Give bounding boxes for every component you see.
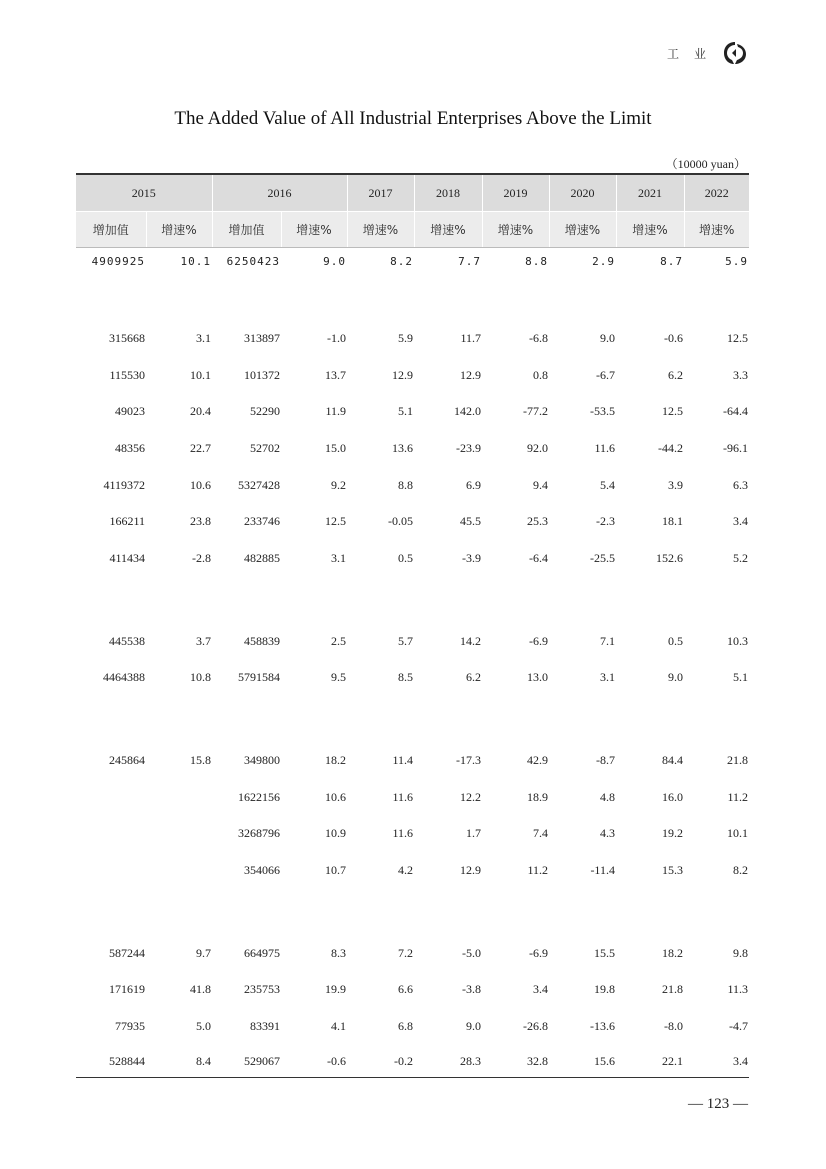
- table-cell: 245864: [109, 753, 145, 768]
- table-row: [76, 467, 749, 504]
- table-cell: [76, 852, 146, 889]
- table-cell: 115530: [109, 367, 145, 382]
- table-cell: 5.9: [398, 330, 413, 345]
- table-cell: 18.9: [527, 789, 548, 804]
- table-cell: 5.1: [398, 404, 413, 419]
- table-cell: 41.8: [190, 982, 211, 997]
- table-cell: 4.8: [600, 789, 615, 804]
- table-cell: -77.2: [523, 404, 548, 419]
- table-cell: 28.3: [414, 1045, 482, 1078]
- table-cell: 3.1: [331, 550, 346, 565]
- table-cell: -4.7: [729, 1019, 748, 1034]
- table-cell: [146, 852, 212, 889]
- table-row: [76, 1045, 749, 1078]
- table-cell: -64.4: [723, 404, 748, 419]
- table-cell: -0.2: [347, 1045, 414, 1078]
- table-cell: 4.3: [600, 826, 615, 841]
- table-cell: 5.4: [600, 477, 615, 492]
- table-cell: [347, 696, 414, 742]
- table-cell: 12.5: [325, 514, 346, 529]
- table-cell: 6.2: [668, 367, 683, 382]
- table-cell: -0.05: [388, 514, 413, 529]
- table-row: [76, 503, 749, 540]
- table-cell: 15.6: [549, 1045, 616, 1078]
- table-cell: 10.6: [325, 789, 346, 804]
- table-cell: [347, 577, 414, 623]
- table-cell: 8.8: [398, 477, 413, 492]
- table-cell: 11.2: [727, 789, 748, 804]
- table-cell: 23.8: [190, 514, 211, 529]
- table-cell: 233746: [244, 514, 280, 529]
- table-cell: 11.6: [594, 440, 615, 455]
- table-row: [76, 972, 749, 1009]
- table-cell: 9.0: [668, 670, 683, 685]
- table-cell: [616, 274, 684, 320]
- table-cell: -6.9: [529, 945, 548, 960]
- table-cell: 3268796: [238, 826, 280, 841]
- table-cell: 4464388: [103, 670, 145, 685]
- table-cell: -53.5: [590, 404, 615, 419]
- table-cell: 20.4: [190, 404, 211, 419]
- table-cell: [212, 696, 281, 742]
- data-table: [76, 173, 749, 1078]
- table-row: [76, 430, 749, 467]
- table-cell: 5.9: [725, 254, 748, 268]
- table-row: [76, 935, 749, 972]
- table-cell: 12.2: [460, 789, 481, 804]
- table-cell: 4.1: [331, 1019, 346, 1034]
- table-cell: 48356: [115, 440, 145, 455]
- table-cell: [549, 274, 616, 320]
- table-cell: 10.6: [190, 477, 211, 492]
- table-cell: -6.9: [529, 633, 548, 648]
- table-cell: 587244: [109, 945, 145, 960]
- table-cell: 482885: [244, 550, 280, 565]
- table-cell: 13.6: [392, 440, 413, 455]
- table-row: [76, 696, 749, 742]
- table-cell: 11.6: [392, 826, 413, 841]
- table-cell: 14.2: [460, 633, 481, 648]
- table-cell: 77935: [115, 1019, 145, 1034]
- table-cell: 458839: [244, 633, 280, 648]
- table-cell: 19.8: [594, 982, 615, 997]
- table-row: [76, 889, 749, 935]
- table-cell: 45.5: [460, 514, 481, 529]
- table-row: [76, 816, 749, 853]
- table-cell: [212, 889, 281, 935]
- table-cell: [281, 889, 347, 935]
- year-header: 2018: [414, 174, 482, 212]
- table-cell: [482, 696, 549, 742]
- table-cell: 2.9: [592, 254, 615, 268]
- table-cell: 11.4: [392, 753, 413, 768]
- table-cell: [684, 274, 749, 320]
- table-cell: -6.7: [596, 367, 615, 382]
- table-cell: -0.6: [664, 330, 683, 345]
- table-cell: 445538: [109, 633, 145, 648]
- table-cell: 7.7: [458, 254, 481, 268]
- table-cell: -26.8: [523, 1019, 548, 1034]
- table-cell: 9.4: [533, 477, 548, 492]
- table-cell: 13.0: [527, 670, 548, 685]
- table-cell: 354066: [244, 863, 280, 878]
- table-cell: [146, 577, 212, 623]
- table-cell: 11.2: [527, 863, 548, 878]
- table-cell: 3.9: [668, 477, 683, 492]
- table-cell: [549, 577, 616, 623]
- table-row: [76, 1008, 749, 1045]
- table-cell: -23.9: [456, 440, 481, 455]
- table-cell: 25.3: [527, 514, 548, 529]
- table-cell: 22.1: [616, 1045, 684, 1078]
- table-cell: [146, 696, 212, 742]
- table-cell: 3.1: [600, 670, 615, 685]
- table-cell: 32.8: [482, 1045, 549, 1078]
- chinese-logo-icon: [722, 40, 748, 66]
- table-cell: 42.9: [527, 753, 548, 768]
- column-subheader: 增速%: [482, 212, 549, 248]
- table-cell: [76, 274, 146, 320]
- table-cell: 8.5: [398, 670, 413, 685]
- table-cell: [616, 577, 684, 623]
- table-cell: 11.3: [727, 982, 748, 997]
- table-cell: -5.0: [462, 945, 481, 960]
- table-row: [76, 393, 749, 430]
- table-cell: [616, 696, 684, 742]
- year-header: 2015: [76, 174, 212, 212]
- table-cell: [684, 696, 749, 742]
- table-cell: 9.0: [466, 1019, 481, 1034]
- table-cell: 15.8: [190, 753, 211, 768]
- table-cell: -1.0: [327, 330, 346, 345]
- table-cell: -2.8: [192, 550, 211, 565]
- table-cell: 10.7: [325, 863, 346, 878]
- page-title: The Added Value of All Industrial Enterprises Above the Limit: [174, 108, 652, 129]
- table-cell: 19.9: [325, 982, 346, 997]
- table-cell: -44.2: [658, 440, 683, 455]
- table-body: [76, 248, 749, 1078]
- table-cell: [414, 696, 482, 742]
- table-cell: 12.9: [392, 367, 413, 382]
- table-cell: 7.1: [600, 633, 615, 648]
- table-cell: 18.1: [662, 514, 683, 529]
- table-cell: 11.9: [325, 404, 346, 419]
- table-cell: -3.8: [462, 982, 481, 997]
- table-row: [76, 274, 749, 320]
- table-cell: 9.0: [600, 330, 615, 345]
- table-cell: 3.1: [196, 330, 211, 345]
- table-cell: 8.8: [525, 254, 548, 268]
- table-cell: [281, 696, 347, 742]
- table-cell: [76, 889, 146, 935]
- column-subheader: 增加值: [76, 212, 146, 248]
- table-cell: 8.7: [660, 254, 683, 268]
- table-row: [76, 540, 749, 577]
- table-cell: 5.2: [733, 550, 748, 565]
- table-cell: 19.2: [662, 826, 683, 841]
- table-cell: 52702: [250, 440, 280, 455]
- table-cell: [482, 889, 549, 935]
- table-cell: -17.3: [456, 753, 481, 768]
- table-cell: 4119372: [103, 477, 145, 492]
- table-cell: 21.8: [727, 753, 748, 768]
- table-cell: [76, 816, 146, 853]
- table-cell: [76, 696, 146, 742]
- table-cell: -8.0: [664, 1019, 683, 1034]
- table-cell: [616, 889, 684, 935]
- table-cell: 3.7: [196, 633, 211, 648]
- table-cell: -96.1: [723, 440, 748, 455]
- table-cell: 313897: [244, 330, 280, 345]
- table-cell: -6.8: [529, 330, 548, 345]
- year-header: 2019: [482, 174, 549, 212]
- table-cell: 9.5: [331, 670, 346, 685]
- table-cell: [482, 577, 549, 623]
- table-cell: -25.5: [590, 550, 615, 565]
- table-cell: 12.9: [460, 367, 481, 382]
- table-cell: [347, 274, 414, 320]
- table-cell: 10.1: [190, 367, 211, 382]
- table-cell: 83391: [250, 1019, 280, 1034]
- year-header: 2017: [347, 174, 414, 212]
- table-cell: 5.7: [398, 633, 413, 648]
- table-row: [76, 248, 749, 275]
- table-cell: 2.5: [331, 633, 346, 648]
- table-cell: 18.2: [325, 753, 346, 768]
- table-cell: 0.5: [668, 633, 683, 648]
- column-subheader: 增速%: [616, 212, 684, 248]
- table-cell: 6.8: [398, 1019, 413, 1034]
- table-cell: 529067: [212, 1045, 281, 1078]
- table-cell: [76, 779, 146, 816]
- table-cell: 21.8: [662, 982, 683, 997]
- column-subheader: 增速%: [549, 212, 616, 248]
- table-cell: 4909925: [91, 254, 145, 268]
- table-cell: 15.0: [325, 440, 346, 455]
- table-cell: [414, 889, 482, 935]
- table-cell: 4.2: [398, 863, 413, 878]
- table-cell: 18.2: [662, 945, 683, 960]
- table-cell: 5327428: [238, 477, 280, 492]
- year-header: 2022: [684, 174, 749, 212]
- table-cell: 3.4: [684, 1045, 749, 1078]
- table-row: [76, 742, 749, 779]
- table-cell: -3.9: [462, 550, 481, 565]
- table-cell: -2.3: [596, 514, 615, 529]
- table-cell: 10.8: [190, 670, 211, 685]
- table-cell: 11.6: [392, 789, 413, 804]
- table-cell: [347, 889, 414, 935]
- table-cell: 101372: [244, 367, 280, 382]
- table-cell: [212, 577, 281, 623]
- table-cell: 9.7: [196, 945, 211, 960]
- table-cell: 84.4: [662, 753, 683, 768]
- year-header-row: [76, 174, 749, 212]
- table-cell: [414, 577, 482, 623]
- table-cell: 6250423: [226, 254, 280, 268]
- table-cell: 3.4: [733, 514, 748, 529]
- column-subheader: 增速%: [684, 212, 749, 248]
- column-subheader: 增加值: [212, 212, 281, 248]
- table-cell: 528844: [76, 1045, 146, 1078]
- table-cell: [146, 816, 212, 853]
- section-label: 工 业: [666, 46, 712, 61]
- table-cell: 22.7: [190, 440, 211, 455]
- table-cell: 3.4: [533, 982, 548, 997]
- table-cell: 6.6: [398, 982, 413, 997]
- table-cell: 12.5: [727, 330, 748, 345]
- table-cell: 6.2: [466, 670, 481, 685]
- table-cell: 349800: [244, 753, 280, 768]
- table-cell: -13.6: [590, 1019, 615, 1034]
- table-cell: [281, 274, 347, 320]
- table-row: [76, 320, 749, 357]
- table-row: [76, 779, 749, 816]
- table-cell: 15.5: [594, 945, 615, 960]
- table-cell: -8.7: [596, 753, 615, 768]
- table-cell: 8.2: [733, 863, 748, 878]
- table-cell: [482, 274, 549, 320]
- table-cell: [549, 696, 616, 742]
- table-cell: 16.0: [662, 789, 683, 804]
- table-cell: -6.4: [529, 550, 548, 565]
- table-cell: 171619: [109, 982, 145, 997]
- table-cell: [146, 889, 212, 935]
- table-cell: 3.3: [733, 367, 748, 382]
- table-cell: 52290: [250, 404, 280, 419]
- table-cell: 0.5: [398, 550, 413, 565]
- table-cell: [281, 577, 347, 623]
- table-cell: 15.3: [662, 863, 683, 878]
- table-cell: -11.4: [590, 863, 615, 878]
- column-subheader: 增速%: [146, 212, 212, 248]
- table-cell: [684, 889, 749, 935]
- table-cell: [549, 889, 616, 935]
- year-header: 2020: [549, 174, 616, 212]
- year-header: 2021: [616, 174, 684, 212]
- table-row: [76, 852, 749, 889]
- column-subheader: 增速%: [347, 212, 414, 248]
- table-cell: 1.7: [466, 826, 481, 841]
- table-row: [76, 577, 749, 623]
- table-cell: 6.9: [466, 477, 481, 492]
- table-cell: [212, 274, 281, 320]
- table-cell: [76, 577, 146, 623]
- year-header: 2016: [212, 174, 347, 212]
- table-cell: 8.2: [390, 254, 413, 268]
- table-cell: 11.7: [460, 330, 481, 345]
- table-cell: [414, 274, 482, 320]
- page-number: — 123 —: [688, 1096, 748, 1112]
- table-cell: 6.3: [733, 477, 748, 492]
- table-cell: 142.0: [454, 404, 481, 419]
- table-cell: -0.6: [281, 1045, 347, 1078]
- table-cell: 10.3: [727, 633, 748, 648]
- table-row: [76, 623, 749, 660]
- table-cell: 152.6: [656, 550, 683, 565]
- table-cell: 664975: [244, 945, 280, 960]
- table-cell: 49023: [115, 404, 145, 419]
- table-cell: 411434: [109, 550, 145, 565]
- table-cell: 7.2: [398, 945, 413, 960]
- subheader-row: [76, 212, 749, 248]
- running-header: [667, 40, 748, 66]
- table-row: [76, 357, 749, 394]
- table-cell: 0.8: [533, 367, 548, 382]
- table-cell: 315668: [109, 330, 145, 345]
- table-cell: [146, 274, 212, 320]
- table-cell: 10.9: [325, 826, 346, 841]
- table-cell: 8.4: [146, 1045, 212, 1078]
- table-cell: 10.1: [180, 254, 211, 268]
- table-cell: 9.0: [323, 254, 346, 268]
- table-cell: [684, 577, 749, 623]
- table-cell: 7.4: [533, 826, 548, 841]
- table-cell: 9.2: [331, 477, 346, 492]
- table-cell: 92.0: [527, 440, 548, 455]
- table-cell: 12.5: [662, 404, 683, 419]
- table-cell: 10.1: [727, 826, 748, 841]
- table-cell: 13.7: [325, 367, 346, 382]
- column-subheader: 增速%: [281, 212, 347, 248]
- table-cell: 5.1: [733, 670, 748, 685]
- table-cell: 235753: [244, 982, 280, 997]
- table-cell: 9.8: [733, 945, 748, 960]
- table-row: [76, 660, 749, 697]
- table-cell: 12.9: [460, 863, 481, 878]
- column-subheader: 增速%: [414, 212, 482, 248]
- table-cell: 5.0: [196, 1019, 211, 1034]
- table-cell: 8.3: [331, 945, 346, 960]
- table-cell: [146, 779, 212, 816]
- table-cell: 1622156: [238, 789, 280, 804]
- table-cell: 166211: [109, 514, 145, 529]
- unit-label: （10000 yuan）: [665, 157, 746, 171]
- table-cell: 5791584: [238, 670, 280, 685]
